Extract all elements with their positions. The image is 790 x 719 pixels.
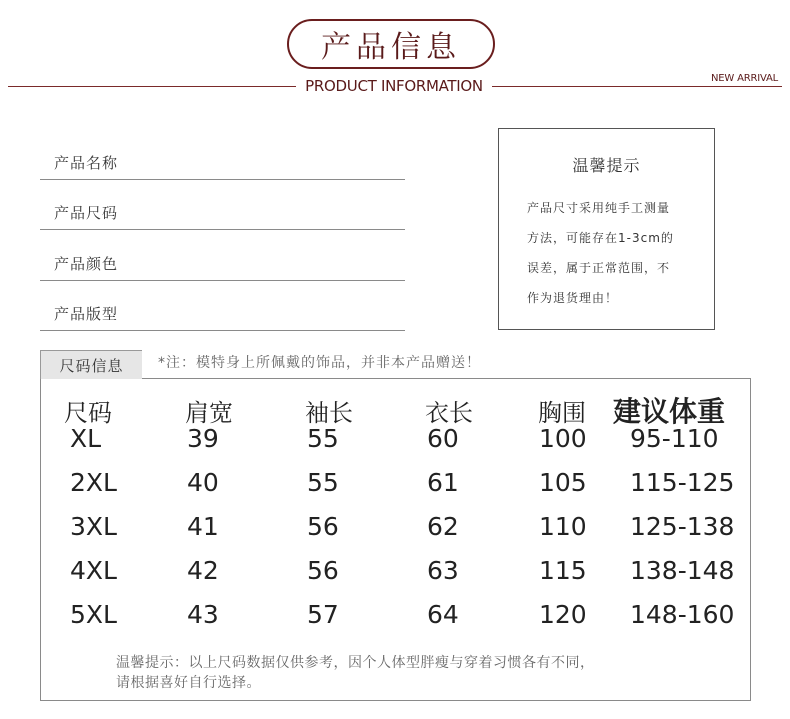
column-header-shoulder: 肩宽	[185, 399, 233, 427]
table-cell: 61	[427, 468, 459, 497]
field-product-size	[40, 198, 405, 230]
header-rule-left	[8, 86, 296, 87]
tips-line: 产品尺寸采用纯手工测量	[527, 201, 671, 215]
table-cell: 115	[539, 556, 587, 585]
table-cell: 56	[307, 512, 339, 541]
table-cell: 56	[307, 556, 339, 585]
field-label: 产品版型	[54, 305, 119, 323]
table-cell: 60	[427, 424, 459, 453]
size-footer-note	[116, 653, 716, 693]
column-header-weight: 建议体重	[613, 395, 726, 428]
tips-title: 温馨提示	[572, 156, 641, 175]
table-cell: 95-110	[630, 424, 719, 453]
table-cell: 5XL	[70, 600, 117, 629]
table-cell: 148-160	[630, 600, 735, 629]
header-rule-right	[492, 86, 782, 87]
footer-line: 温馨提示：以上尺码数据仅供参考，因个人体型胖瘦与穿着习惯各有不同，	[116, 655, 595, 671]
page-subtitle: PRODUCT INFORMATION	[296, 77, 492, 95]
table-cell: 138-148	[630, 556, 735, 585]
table-cell: 100	[539, 424, 587, 453]
tips-box	[498, 128, 715, 330]
table-cell: XL	[70, 424, 102, 453]
field-label: 产品颜色	[54, 255, 119, 273]
table-cell: 39	[187, 424, 219, 453]
table-cell: 64	[427, 600, 459, 629]
table-cell: 125-138	[630, 512, 735, 541]
table-cell: 57	[307, 600, 339, 629]
tips-line: 作为退货理由！	[527, 291, 619, 305]
size-note: *注：模特身上所佩戴的饰品，并非本产品赠送！	[158, 355, 481, 371]
table-cell: 43	[187, 600, 219, 629]
table-cell: 41	[187, 512, 219, 541]
table-cell: 4XL	[70, 556, 117, 585]
field-label: 产品尺码	[54, 204, 119, 222]
column-header-chest: 胸围	[538, 399, 586, 427]
field-product-fit	[40, 299, 405, 331]
tips-line: 方法，可能存在1-3cm的	[527, 231, 674, 245]
new-arrival-badge: NEW ARRIVAL	[711, 73, 778, 84]
size-tab: 尺码信息	[40, 350, 142, 379]
table-cell: 63	[427, 556, 459, 585]
field-product-color	[40, 249, 405, 281]
table-cell: 3XL	[70, 512, 117, 541]
table-cell: 62	[427, 512, 459, 541]
table-cell: 2XL	[70, 468, 117, 497]
table-cell: 42	[187, 556, 219, 585]
table-cell: 55	[307, 468, 339, 497]
table-cell: 40	[187, 468, 219, 497]
column-header-size: 尺码	[64, 399, 112, 427]
table-cell: 120	[539, 600, 587, 629]
table-cell: 115-125	[630, 468, 735, 497]
table-cell: 105	[539, 468, 587, 497]
field-product-name	[40, 148, 405, 180]
tips-text	[527, 193, 697, 313]
column-header-sleeve: 袖长	[305, 399, 353, 427]
footer-line: 请根据喜好自行选择。	[116, 675, 261, 691]
tips-line: 误差，属于正常范围，不	[527, 261, 671, 275]
table-cell: 110	[539, 512, 587, 541]
table-cell: 55	[307, 424, 339, 453]
field-label: 产品名称	[54, 154, 119, 172]
page-title: 产品信息	[287, 19, 495, 69]
column-header-length: 衣长	[425, 399, 473, 427]
